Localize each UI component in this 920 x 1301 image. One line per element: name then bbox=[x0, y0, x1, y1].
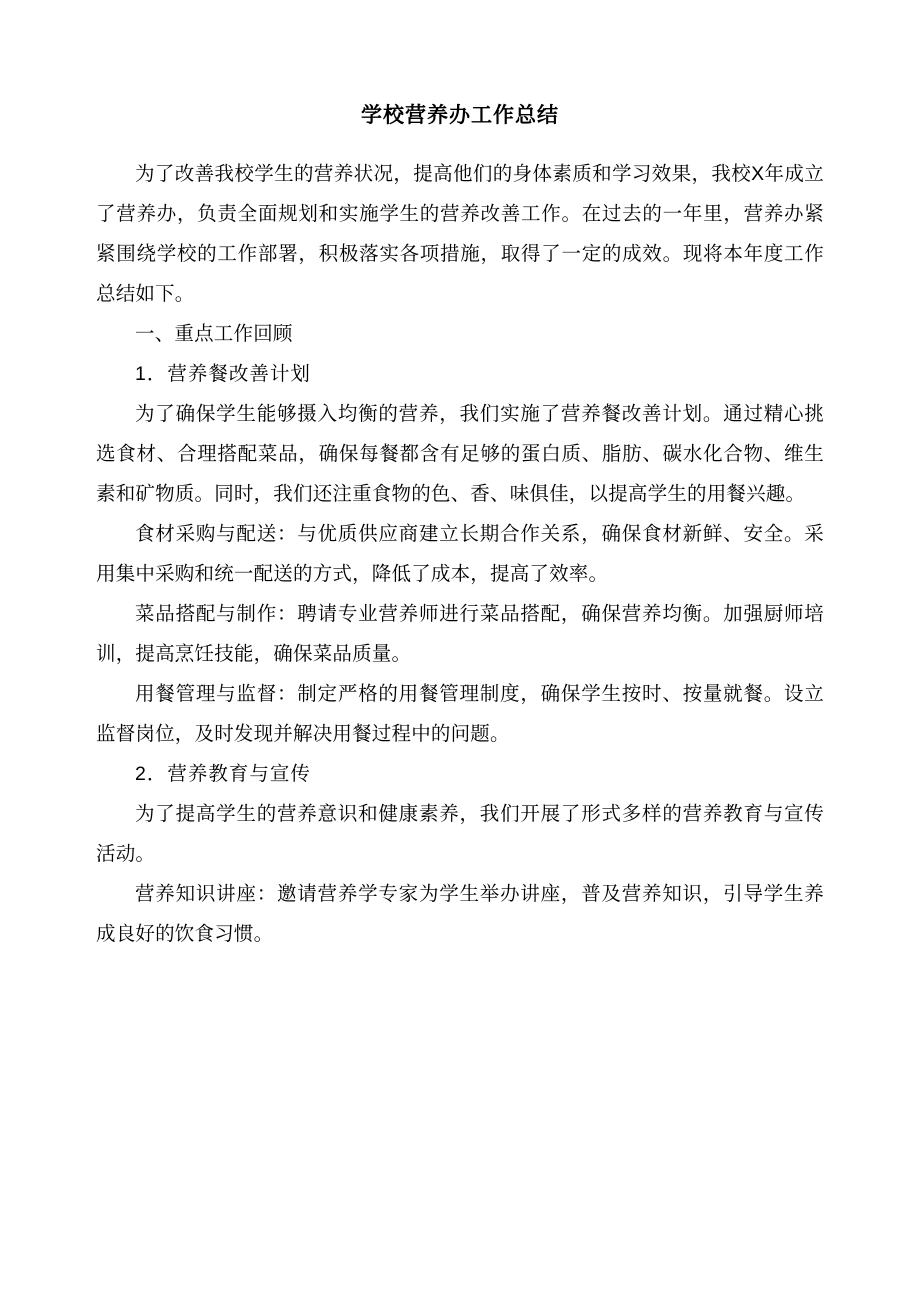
page-title: 学校营养办工作总结 bbox=[361, 104, 559, 127]
paragraph-procurement: 食材采购与配送：与优质供应商建立长期合作关系，确保食材新鲜、安全。采用集中采购和统一配送的方式，降低了成本，提高了效率。 bbox=[96, 522, 824, 585]
section-heading-1: 一、重点工作回顾 bbox=[135, 322, 293, 345]
paragraph-lecture: 营养知识讲座：邀请营养学专家为学生举办讲座，普及营养知识，引导学生养成良好的饮食习惯。 bbox=[96, 882, 824, 945]
subsection-heading-1-1: 1．营养餐改善计划 bbox=[135, 362, 311, 385]
paragraph-meal-plan: 为了确保学生能够摄入均衡的营养，我们实施了营养餐改善计划。通过精心挑选食材、合理搭配菜品，确保每餐都含有足够的蛋白质、脂肪、碳水化合物、维生素和矿物质。同时，我们还注重食物的色、香、味俱佳，以提高学生的用餐兴趣。 bbox=[96, 402, 824, 505]
subsection-heading-1-2: 2．营养教育与宣传 bbox=[135, 762, 311, 785]
paragraph-education-intro: 为了提高学生的营养意识和健康素养，我们开展了形式多样的营养教育与宣传活动。 bbox=[96, 802, 824, 865]
paragraph-dining-management: 用餐管理与监督：制定严格的用餐管理制度，确保学生按时、按量就餐。设立监督岗位，及时发现并解决用餐过程中的问题。 bbox=[96, 682, 824, 745]
paragraph-intro: 为了改善我校学生的营养状况，提高他们的身体素质和学习效果，我校X年成立了营养办，负责全面规划和实施学生的营养改善工作。在过去的一年里，营养办紧紧围绕学校的工作部署，积极落实各项措施，取得了一定的成效。现将本年度工作总结如下。 bbox=[96, 162, 824, 305]
paragraph-dish-preparation: 菜品搭配与制作：聘请专业营养师进行菜品搭配，确保营养均衡。加强厨师培训，提高烹饪技能，确保菜品质量。 bbox=[96, 602, 824, 665]
